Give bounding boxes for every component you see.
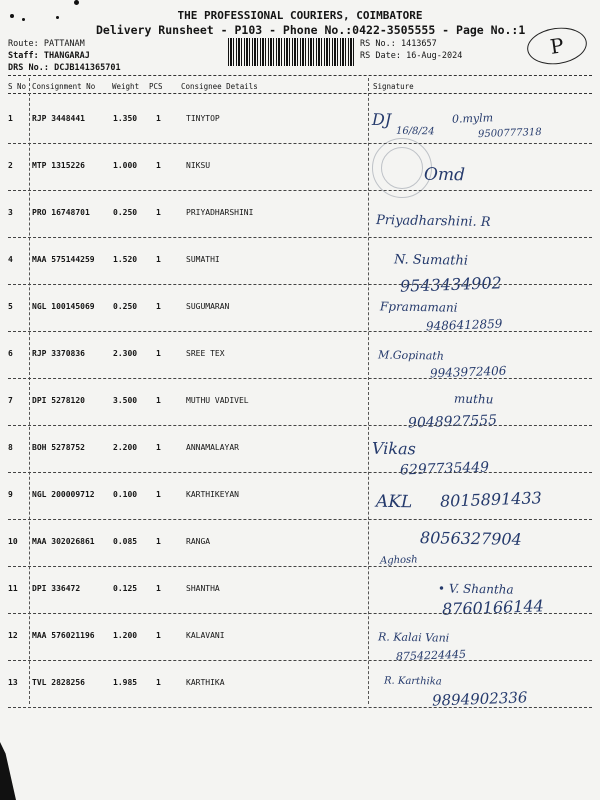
rs-no-label: RS No.: xyxy=(360,39,396,49)
handwritten-signature-text: 9486412859 xyxy=(425,316,503,334)
col-pcs: PCS xyxy=(149,82,163,91)
handwritten-signature-text: 9543434902 xyxy=(399,273,503,296)
row-consignee: SUMATHI xyxy=(186,255,220,264)
row-consignment-no: NGL 100145069 xyxy=(32,302,95,311)
drs-label: DRS No.: xyxy=(8,63,49,73)
column-header-divider xyxy=(8,93,592,94)
handwritten-p-stamp: P xyxy=(525,24,589,68)
row-weight: 1.000 xyxy=(113,161,138,170)
table-row xyxy=(0,675,600,725)
handwritten-signature-text: 9500777318 xyxy=(477,126,542,141)
rs-no-line xyxy=(360,39,437,49)
row-pcs: 1 xyxy=(156,490,161,499)
handwritten-signature-text: • V. Shantha xyxy=(437,581,514,597)
handwritten-signature-text: Fpramamani xyxy=(379,299,458,315)
runsheet-subtitle: Delivery Runsheet - P103 - Phone No.:0422-3505555 - Page No.:1 xyxy=(96,23,526,37)
row-pcs: 1 xyxy=(156,537,161,546)
col-signature: Signature xyxy=(373,82,414,91)
col-consignment: Consignment No xyxy=(32,82,96,91)
row-weight: 0.085 xyxy=(113,537,138,546)
row-sno: 4 xyxy=(8,255,13,264)
staff-label: Staff: xyxy=(8,51,39,61)
row-consignment-no: DPI 5278120 xyxy=(32,396,85,405)
row-consignee: KARTHIKEYAN xyxy=(186,490,239,499)
handwritten-signature-text: 9943972406 xyxy=(429,363,507,381)
row-sno: 13 xyxy=(8,678,18,687)
col-consignee: Consignee Details xyxy=(181,82,258,91)
row-pcs: 1 xyxy=(156,584,161,593)
rs-date-label: RS Date: xyxy=(360,51,401,61)
row-consignee: RANGA xyxy=(186,537,211,546)
handwritten-signature-text: Vikas xyxy=(371,438,417,459)
col-weight: Weight xyxy=(112,82,140,91)
row-weight: 3.500 xyxy=(113,396,138,405)
handwritten-signature-text: 8056327904 xyxy=(419,528,522,549)
row-consignee: TINYTOP xyxy=(186,114,220,123)
handwritten-signature-text: 8015891433 xyxy=(439,488,543,511)
route-label: Route: xyxy=(8,39,39,49)
row-weight: 2.300 xyxy=(113,349,138,358)
handwritten-signature-text: Omd xyxy=(423,164,466,186)
handwritten-signature-text: Priyadharshini. R xyxy=(375,213,491,230)
row-consignment-no: BOH 5278752 xyxy=(32,443,85,452)
handwritten-signature-text: R. Kalai Vani xyxy=(377,630,450,645)
scan-dot xyxy=(74,0,79,5)
row-weight: 1.200 xyxy=(113,631,138,640)
row-consignment-no: RJP 3448441 xyxy=(32,114,85,123)
drs-line xyxy=(8,63,121,73)
row-consignment-no: MAA 575144259 xyxy=(32,255,95,264)
handwritten-signature-text: N. Sumathi xyxy=(393,252,469,269)
row-consignee: NIKSU xyxy=(186,161,211,170)
row-weight: 1.985 xyxy=(113,678,138,687)
row-sno: 2 xyxy=(8,161,13,170)
row-weight: 0.250 xyxy=(113,208,138,217)
handwritten-signature-text: 9048927555 xyxy=(407,412,498,432)
row-weight: 2.200 xyxy=(113,443,138,452)
row-pcs: 1 xyxy=(156,208,161,217)
row-pcs: 1 xyxy=(156,678,161,687)
staff-line xyxy=(8,51,90,61)
staff-value: THANGARAJ xyxy=(43,51,90,61)
row-consignee: ANNAMALAYAR xyxy=(186,443,239,452)
row-consignment-no: RJP 3370836 xyxy=(32,349,85,358)
drs-value: DCJB141365701 xyxy=(54,63,121,73)
row-weight: 0.100 xyxy=(113,490,138,499)
row-sno: 6 xyxy=(8,349,13,358)
row-consignee: PRIYADHARSHINI xyxy=(186,208,254,217)
row-consignee: SUGUMARAN xyxy=(186,302,230,311)
scan-edge-smudge xyxy=(0,742,16,800)
row-consignee: MUTHU VADIVEL xyxy=(186,396,249,405)
handwritten-signature-text: 16/8/24 xyxy=(395,125,435,138)
row-consignment-no: NGL 200009712 xyxy=(32,490,95,499)
barcode xyxy=(228,38,354,66)
row-sno: 10 xyxy=(8,537,18,546)
header-divider xyxy=(8,75,592,76)
row-divider xyxy=(8,707,592,725)
row-weight: 0.250 xyxy=(113,302,138,311)
row-consignment-no: DPI 336472 xyxy=(32,584,81,593)
row-consignment-no: MAA 302026861 xyxy=(32,537,95,546)
handwritten-signature-text: 6297735449 xyxy=(399,459,490,479)
row-consignment-no: MTP 1315226 xyxy=(32,161,85,170)
row-consignment-no: PRO 16748701 xyxy=(32,208,90,217)
row-pcs: 1 xyxy=(156,631,161,640)
row-pcs: 1 xyxy=(156,396,161,405)
row-pcs: 1 xyxy=(156,349,161,358)
row-pcs: 1 xyxy=(156,255,161,264)
document-title: THE PROFESSIONAL COURIERS, COIMBATORE xyxy=(177,9,423,22)
handwritten-signature-text: DJ xyxy=(371,109,392,130)
row-sno: 5 xyxy=(8,302,13,311)
route-value: PATTANAM xyxy=(43,39,85,49)
handwritten-signature-text: muthu xyxy=(453,391,494,407)
row-sno: 3 xyxy=(8,208,13,217)
row-pcs: 1 xyxy=(156,302,161,311)
row-pcs: 1 xyxy=(156,443,161,452)
row-weight: 1.350 xyxy=(113,114,138,123)
handwritten-signature-text: 8760166144 xyxy=(441,596,545,619)
handwritten-signature-text: AKL xyxy=(375,491,413,513)
handwritten-signature-text: 8754224445 xyxy=(395,647,467,664)
row-consignment-no: MAA 576021196 xyxy=(32,631,95,640)
handwritten-signature-text: M.Gopinath xyxy=(377,348,444,363)
row-sno: 11 xyxy=(8,584,18,593)
row-consignee: SHANTHA xyxy=(186,584,220,593)
row-sno: 1 xyxy=(8,114,13,123)
handwritten-signature-text: Aghosh xyxy=(379,554,418,567)
row-consignee: KARTHIKA xyxy=(186,678,225,687)
row-weight: 1.520 xyxy=(113,255,138,264)
col-sno: S No xyxy=(8,82,27,91)
row-sno: 7 xyxy=(8,396,13,405)
row-sno: 12 xyxy=(8,631,18,640)
row-sno: 9 xyxy=(8,490,13,499)
handwritten-signature-text: 9894902336 xyxy=(431,688,528,710)
rs-no-value: 1413657 xyxy=(400,39,437,49)
rs-date-line xyxy=(360,51,462,61)
row-consignee: SREE TEX xyxy=(186,349,225,358)
row-pcs: 1 xyxy=(156,114,161,123)
route-line xyxy=(8,39,85,49)
row-consignee: KALAVANI xyxy=(186,631,225,640)
row-weight: 0.125 xyxy=(113,584,138,593)
row-consignment-no: TVL 2828256 xyxy=(32,678,85,687)
handwritten-signature-text: R. Karthika xyxy=(383,675,442,688)
row-pcs: 1 xyxy=(156,161,161,170)
rs-date-value: 16-Aug-2024 xyxy=(406,51,463,61)
handwritten-signature-text: 0.mylm xyxy=(451,111,494,126)
row-sno: 8 xyxy=(8,443,13,452)
